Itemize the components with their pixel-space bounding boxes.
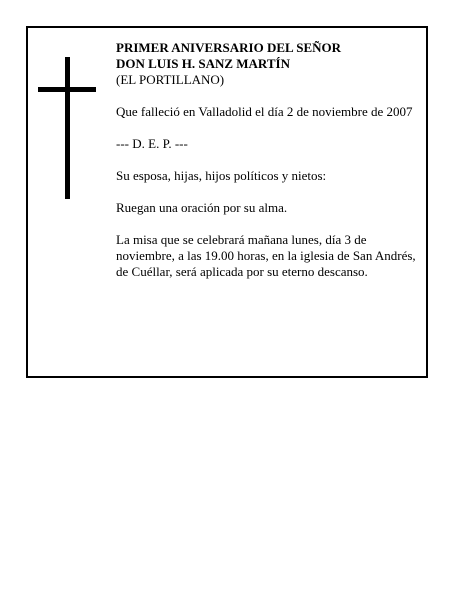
prayer-request: Ruegan una oración por su alma. [116,200,288,215]
mass-info: La misa que se celebrará mañana lunes, día 3 de noviembre, a las 19.00 horas, en la iglesia de San Andrés, de Cuéllar, será aplicada por su eterno descanso. [116,232,416,279]
notice-title-line1: PRIMER ANIVERSARIO DEL SEÑOR [116,40,342,55]
rip-line: --- D. E. P. --- [116,136,188,151]
notice-title-line2: DON LUIS H. SANZ MARTÍN [116,56,290,71]
notice-text [116,40,416,280]
cross-vertical-bar [65,57,70,199]
family-line: Su esposa, hijas, hijos políticos y nietos: [116,168,327,183]
cross-icon [38,57,96,199]
obituary-notice [26,26,428,378]
notice-nickname: (EL PORTILLANO) [116,72,225,87]
cross-horizontal-bar [38,87,96,92]
death-info: Que falleció en Valladolid el día 2 de noviembre de 2007 [116,104,413,119]
